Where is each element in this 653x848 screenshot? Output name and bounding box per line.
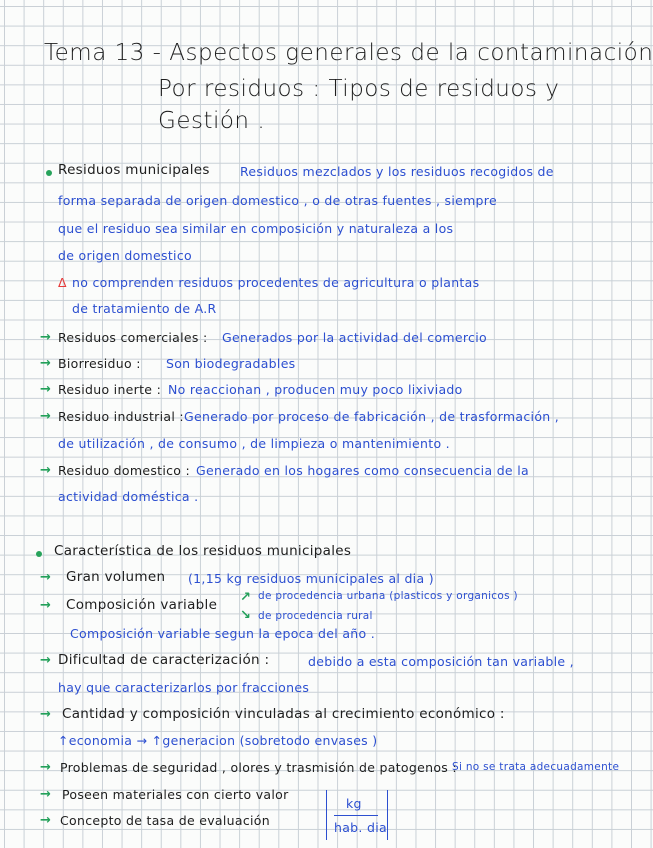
arrow-icon: →: [40, 760, 51, 775]
arrow-icon: →: [40, 330, 51, 345]
title-line-3: Gestión .: [158, 108, 266, 134]
arrow-icon: →: [40, 409, 51, 424]
arrow-icon: →: [40, 356, 51, 371]
def-line-1: Residuos mezclados y los residuos recogidos de: [240, 164, 554, 179]
warning-line-1: no comprenden residuos procedentes de agricultura o plantas: [72, 275, 480, 290]
arrow-icon: →: [40, 653, 51, 668]
item-term: Residuo industrial :: [58, 409, 184, 424]
dificultad-def: debido a esta composición tan variable ,: [308, 654, 574, 669]
item-term: Residuos comerciales :: [58, 330, 208, 345]
item-def: Son biodegradables: [166, 356, 296, 371]
item-def-continued: actividad doméstica .: [58, 489, 199, 504]
problemas: Problemas de seguridad , olores y trasmisión de patogenos :: [60, 760, 457, 775]
dificultad: Dificultad de caracterización :: [58, 652, 270, 668]
problemas-note: Si no se trata adecuadamente: [452, 761, 620, 773]
warning-line-2: de tratamiento de A.R: [72, 301, 217, 316]
title-line-1: Tema 13 - Aspectos generales de la contaminación: [44, 40, 653, 66]
item-def: Generado por proceso de fabricación , de trasformación ,: [184, 409, 560, 424]
arrow-icon: →: [40, 707, 51, 722]
composicion-variable: Composición variable: [66, 597, 218, 613]
arrow-icon: →: [40, 598, 51, 613]
branch-urbana: de procedencia urbana (plasticos y organicos ): [258, 590, 518, 602]
bullet-dot: [46, 170, 52, 176]
item-def: Generado en los hogares como consecuencia de la: [196, 463, 529, 478]
def-line-4: de origen domestico: [58, 248, 192, 263]
item-def: No reaccionan , producen muy poco lixiviado: [168, 382, 463, 397]
gran-volumen: Gran volumen: [66, 569, 166, 585]
materiales: Poseen materiales con cierto valor: [62, 787, 289, 802]
item-def: Generados por la actividad del comercio: [222, 330, 487, 345]
item-term: Biorresiduo :: [58, 356, 141, 371]
gran-volumen-note: (1,15 kg residuos municipales al dia ): [188, 571, 434, 586]
cantidad-note: ↑economia → ↑generacion (sobretodo envases ): [58, 733, 378, 748]
cantidad: Cantidad y composición vinculadas al crecimiento económico :: [62, 706, 505, 722]
arrow-icon: →: [40, 382, 51, 397]
arrow-icon: →: [40, 463, 51, 478]
unit-numerator: kg: [346, 796, 362, 811]
title-line-2: Por residuos : Tipos de residuos y: [158, 76, 560, 102]
arrow-icon: →: [40, 813, 51, 828]
arrow-icon: →: [40, 570, 51, 585]
fraction-line: [334, 815, 378, 816]
unit-denominator: hab. dia: [334, 820, 387, 835]
section1-heading: Residuos municipales: [58, 162, 210, 178]
def-line-3: que el residuo sea similar en composición y naturaleza a los: [58, 221, 454, 236]
branch-rural: de procedencia rural: [258, 610, 373, 622]
item-term: Residuo domestico :: [58, 463, 191, 478]
concepto: Concepto de tasa de evaluación: [60, 813, 270, 828]
section2-heading: Característica de los residuos municipales: [54, 543, 352, 559]
warning-icon: Δ: [58, 275, 67, 290]
branch-arrow-icon: ↗: [240, 590, 251, 605]
bullet-dot: [36, 551, 42, 557]
dificultad-line-2: hay que caracterizarlos por fracciones: [58, 680, 310, 695]
branch-arrow-icon: ↘: [240, 608, 251, 623]
composicion-note: Composición variable segun la epoca del año .: [70, 626, 375, 641]
def-line-2: forma separada de origen domestico , o de otras fuentes , siempre: [58, 193, 497, 208]
item-def-continued: de utilización , de consumo , de limpieza o mantenimiento .: [58, 436, 450, 451]
arrow-icon: →: [40, 787, 51, 802]
item-term: Residuo inerte :: [58, 382, 162, 397]
